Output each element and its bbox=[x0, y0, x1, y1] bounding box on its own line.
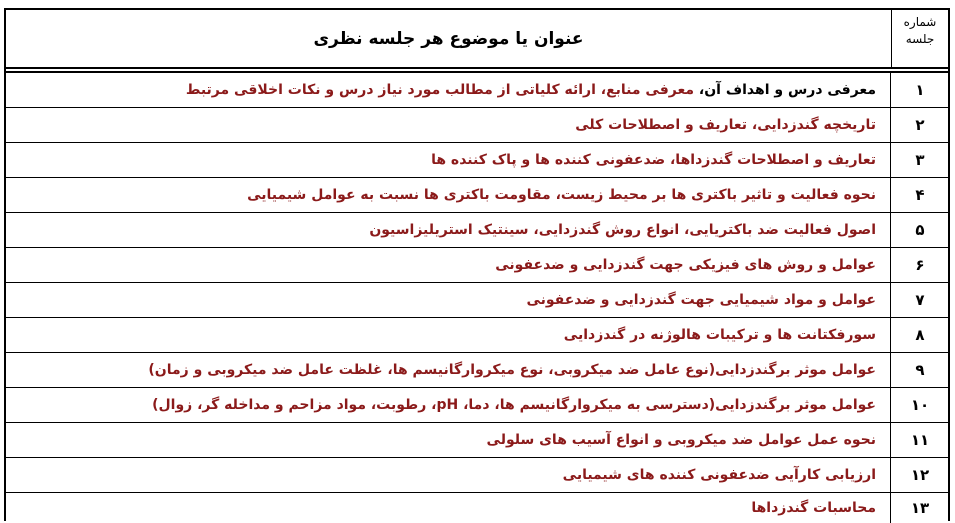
session-topic-text: نحوه فعالیت و تاثیر باکتری ها بر محیط زیست، مقاومت باکتری ها نسبت به عوامل شیمیایی bbox=[247, 187, 876, 203]
session-number: ۱ bbox=[915, 81, 925, 99]
session-number: ۱۱ bbox=[910, 431, 930, 449]
session-number: ۱۳ bbox=[910, 499, 930, 517]
session-topic-lead: معرفی درس و اهداف آن، bbox=[694, 82, 876, 98]
session-topic-text: عوامل و روش های فیزیکی جهت گندزدایی و ضدعفونی bbox=[495, 257, 876, 273]
table-row bbox=[6, 353, 948, 388]
session-topic-text: نحوه عمل عوامل ضد میکروبی و انواع آسیب های سلولی bbox=[486, 432, 876, 448]
session-topic bbox=[6, 178, 891, 212]
table-row bbox=[6, 283, 948, 318]
table-row bbox=[6, 178, 948, 213]
table-row bbox=[6, 143, 948, 178]
table-row bbox=[6, 108, 948, 143]
session-topic bbox=[6, 248, 891, 282]
session-topic bbox=[6, 493, 891, 523]
session-topic bbox=[6, 423, 891, 457]
session-number: ۵ bbox=[915, 221, 925, 239]
session-topic bbox=[6, 283, 891, 317]
session-topic bbox=[6, 458, 891, 492]
session-number: ۲ bbox=[915, 116, 925, 134]
table-row bbox=[6, 493, 948, 523]
session-number: ۳ bbox=[915, 151, 925, 169]
topic-column-heading: عنوان یا موضوع هر جلسه نظری bbox=[6, 10, 892, 67]
session-topic-text: ارزیابی کارآیی ضدعفونی کننده های شیمیایی bbox=[562, 467, 876, 483]
table-row bbox=[6, 248, 948, 283]
session-number: ۹ bbox=[915, 361, 925, 379]
table-header bbox=[6, 10, 948, 73]
session-topic bbox=[6, 143, 891, 177]
session-number: ۱۲ bbox=[910, 466, 930, 484]
table-row bbox=[6, 458, 948, 493]
session-topic bbox=[6, 388, 891, 422]
session-topic-text: عوامل موثر برگندزدایی(نوع عامل ضد میکروبی، نوع میکروارگانیسم ها، غلظت عامل ضد میکروبی و زمان) bbox=[148, 362, 876, 378]
session-topic bbox=[6, 318, 891, 352]
session-topic-text: تاریخچه گندزدایی، تعاریف و اصطلاحات کلی bbox=[575, 117, 876, 133]
number-heading-line1: شماره bbox=[903, 15, 937, 29]
session-number: ۶ bbox=[915, 256, 925, 274]
sessions-table bbox=[4, 8, 950, 521]
table-row bbox=[6, 213, 948, 248]
session-number: ۸ bbox=[915, 326, 925, 344]
session-topic bbox=[6, 213, 891, 247]
table-row bbox=[6, 318, 948, 353]
session-topic bbox=[6, 73, 891, 107]
session-topic-text: عوامل و مواد شیمیایی جهت گندزدایی و ضدعفونی bbox=[526, 292, 876, 308]
session-number: ۴ bbox=[915, 186, 925, 204]
session-topic-text: معرفی منابع، ارائه کلیاتی از مطالب مورد نیاز درس و نکات اخلاقی مرتبط bbox=[185, 82, 695, 98]
session-topic bbox=[6, 108, 891, 142]
session-number: ۱۰ bbox=[910, 396, 930, 414]
table-row bbox=[6, 423, 948, 458]
number-column-heading bbox=[892, 10, 948, 67]
session-topic-text: سورفکتانت ها و ترکیبات هالوژنه در گندزدایی bbox=[563, 327, 876, 343]
session-topic bbox=[6, 353, 891, 387]
table-row bbox=[6, 388, 948, 423]
number-heading-line2: جلسه bbox=[905, 32, 935, 46]
session-topic-text: اصول فعالیت ضد باکتریایی، انواع روش گندزدایی، سینتیک استریلیزاسیون bbox=[369, 222, 876, 238]
session-number: ۷ bbox=[915, 291, 925, 309]
table-row bbox=[6, 73, 948, 108]
session-topic-text: محاسبات گندزداها bbox=[751, 500, 876, 516]
session-topic-text: تعاریف و اصطلاحات گندزداها، ضدعفونی کننده ها و پاک کننده ها bbox=[431, 152, 876, 168]
session-topic-text: عوامل موثر برگندزدایی(دسترسی به میکروارگانیسم ها، دما، pH، رطوبت، مواد مزاحم و مداخله گر، زوال) bbox=[152, 397, 876, 413]
